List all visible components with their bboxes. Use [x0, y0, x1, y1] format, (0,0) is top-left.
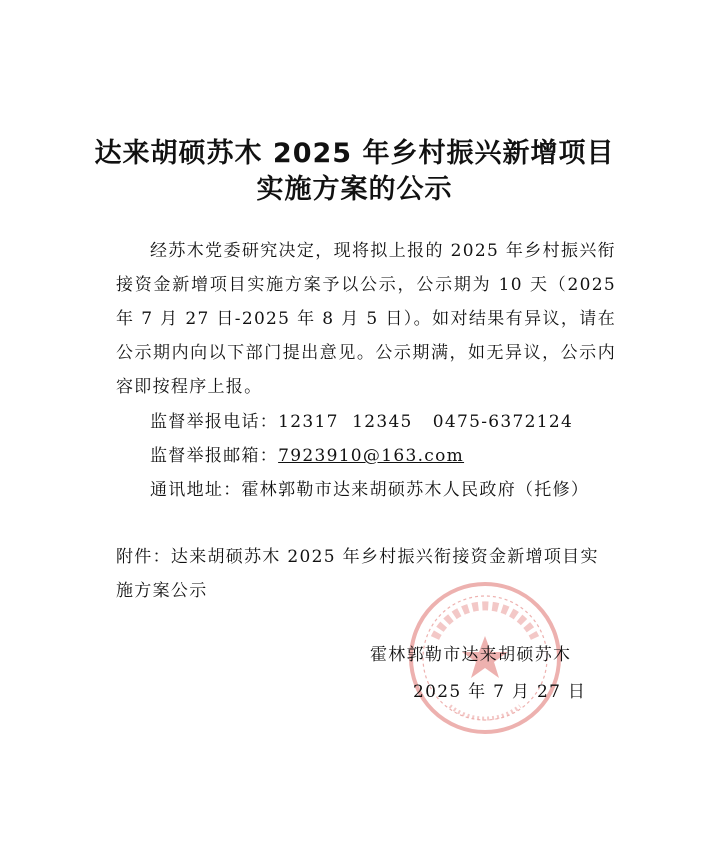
email-label: 监督举报邮箱：: [150, 446, 279, 466]
document-title-line-2: 实施方案的公示: [256, 174, 453, 205]
address-label: 通讯地址：: [150, 480, 242, 500]
contact-address: [150, 475, 589, 500]
email-link[interactable]: 7923910@163.com: [278, 446, 465, 466]
document-title-line-1: 达来胡硕苏木 2025 年乡村振兴新增项目: [94, 138, 615, 169]
announcement-paragraph: 经苏木党委研究决定，现将拟上报的 2025 年乡村振兴衔接资金新增项目实施方案予以公示，公示期为 10 天（2025 年 7 月 27 日-2025 年 8 月 5 日）。如对结果有异议，请在公示期内向以下部门提出意见。公示期满，如无异议，公示内容即按程序上报。: [116, 241, 616, 397]
attachment-note: 附件：达来胡硕苏木 2025 年乡村振兴衔接资金新增项目实施方案公示: [116, 547, 599, 601]
phone-value: 12317 12345 0475-6372124: [278, 412, 574, 432]
signing-organization: 霍林郭勒市达来胡硕苏木: [370, 645, 572, 665]
address-value: 霍林郭勒市达来胡硕苏木人民政府（托修）: [241, 480, 590, 500]
contact-email: [150, 441, 464, 466]
signing-date: 2025 年 7 月 27 日: [413, 682, 587, 702]
phone-label: 监督举报电话：: [150, 412, 279, 432]
contact-phone: [150, 407, 573, 432]
